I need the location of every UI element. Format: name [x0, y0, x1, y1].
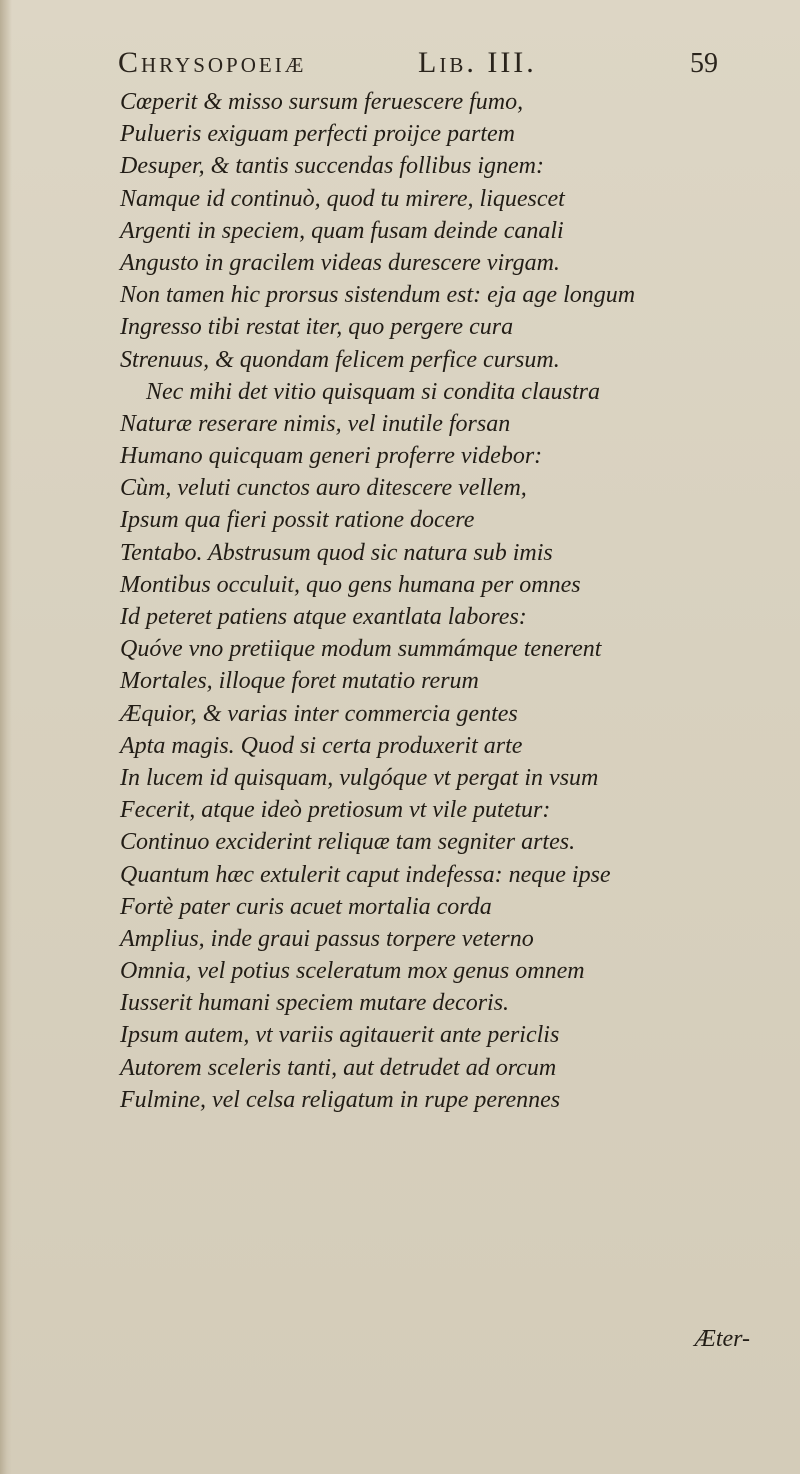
verse-line: Amplius, inde graui passus torpere veterno [120, 925, 534, 952]
verse-line: Autorem sceleris tanti, aut detrudet ad orcum [120, 1054, 557, 1081]
verse-line: Desuper, & tantis succendas follibus ignem: [120, 153, 544, 180]
verse-line: Id peteret patiens atque exantlata labores: [120, 604, 527, 630]
verse-line: Strenuus, & quondam felicem perfice cursum. [120, 346, 560, 373]
verse-line: Apta magis. Quod si certa produxerit arte [120, 732, 523, 759]
verse-line: Non tamen hic prorsus sistendum est: eja age longum [120, 282, 636, 309]
verse-line: Ingresso tibi restat iter, quo pergere cura [120, 314, 514, 341]
verse-line: Ipsum autem, vt variis agitauerit ante periclis [120, 1022, 560, 1049]
verse-line: Angusto in gracilem videas durescere virgam. [120, 249, 560, 276]
verse-line: Fecerit, atque ideò pretiosum vt vile putetur: [120, 797, 551, 824]
running-title: Chrysopoeiæ [118, 46, 307, 79]
verse-line: Quóve vno pretiique modum summámque tenerent [120, 636, 602, 663]
verse-line: Namque id continuò, quod tu mirere, liquescet [120, 185, 565, 212]
verse-line: Continuo exciderint reliquæ tam segniter artes. [120, 829, 576, 856]
verse-line: Fulmine, vel celsa religatum in rupe perennes [120, 1086, 561, 1113]
verse-line: Quantum hæc extulerit caput indefessa: neque ipse [120, 861, 611, 888]
verse-line: Cœperit & misso sursum feruescere fumo, [120, 89, 524, 115]
catchword: Æter- [694, 1326, 750, 1352]
verse-line: Cùm, veluti cunctos auro ditescere vellem, [120, 475, 527, 502]
verse-line: Iusserit humani speciem mutare decoris. [120, 990, 510, 1017]
verse-line: Argenti in speciem, quam fusam deinde canali [120, 217, 564, 244]
verse-line: Pulueris exiguam perfecti proijce partem [120, 121, 516, 148]
verse-text [120, 86, 760, 1116]
verse-line: Omnia, vel potius sceleratum mox genus omnem [120, 958, 585, 985]
verse-line: Naturæ reserare nimis, vel inutile forsan [120, 410, 511, 437]
verse-line: In lucem id quisquam, vulgóque vt pergat in vsum [120, 764, 599, 791]
verse-line: Æquior, & varias inter commercia gentes [120, 700, 518, 727]
page-number: 59 [690, 48, 718, 79]
verse-line: Mortales, illoque foret mutatio rerum [120, 668, 479, 695]
book-number: Lib. III. [418, 46, 537, 79]
verse-line: Tentabo. Abstrusum quod sic natura sub imis [120, 539, 553, 566]
verse-line: Nec mihi det vitio quisquam si condita claustra [146, 378, 600, 405]
verse-line: Fortè pater curis acuet mortalia corda [120, 893, 492, 920]
verse-line: Montibus occuluit, quo gens humana per omnes [120, 571, 581, 598]
verse-line: Ipsum qua fieri possit ratione docere [120, 507, 475, 534]
running-header [118, 46, 718, 86]
verse-line: Humano quicquam generi proferre videbor: [120, 443, 543, 470]
page-gutter [0, 0, 12, 1474]
